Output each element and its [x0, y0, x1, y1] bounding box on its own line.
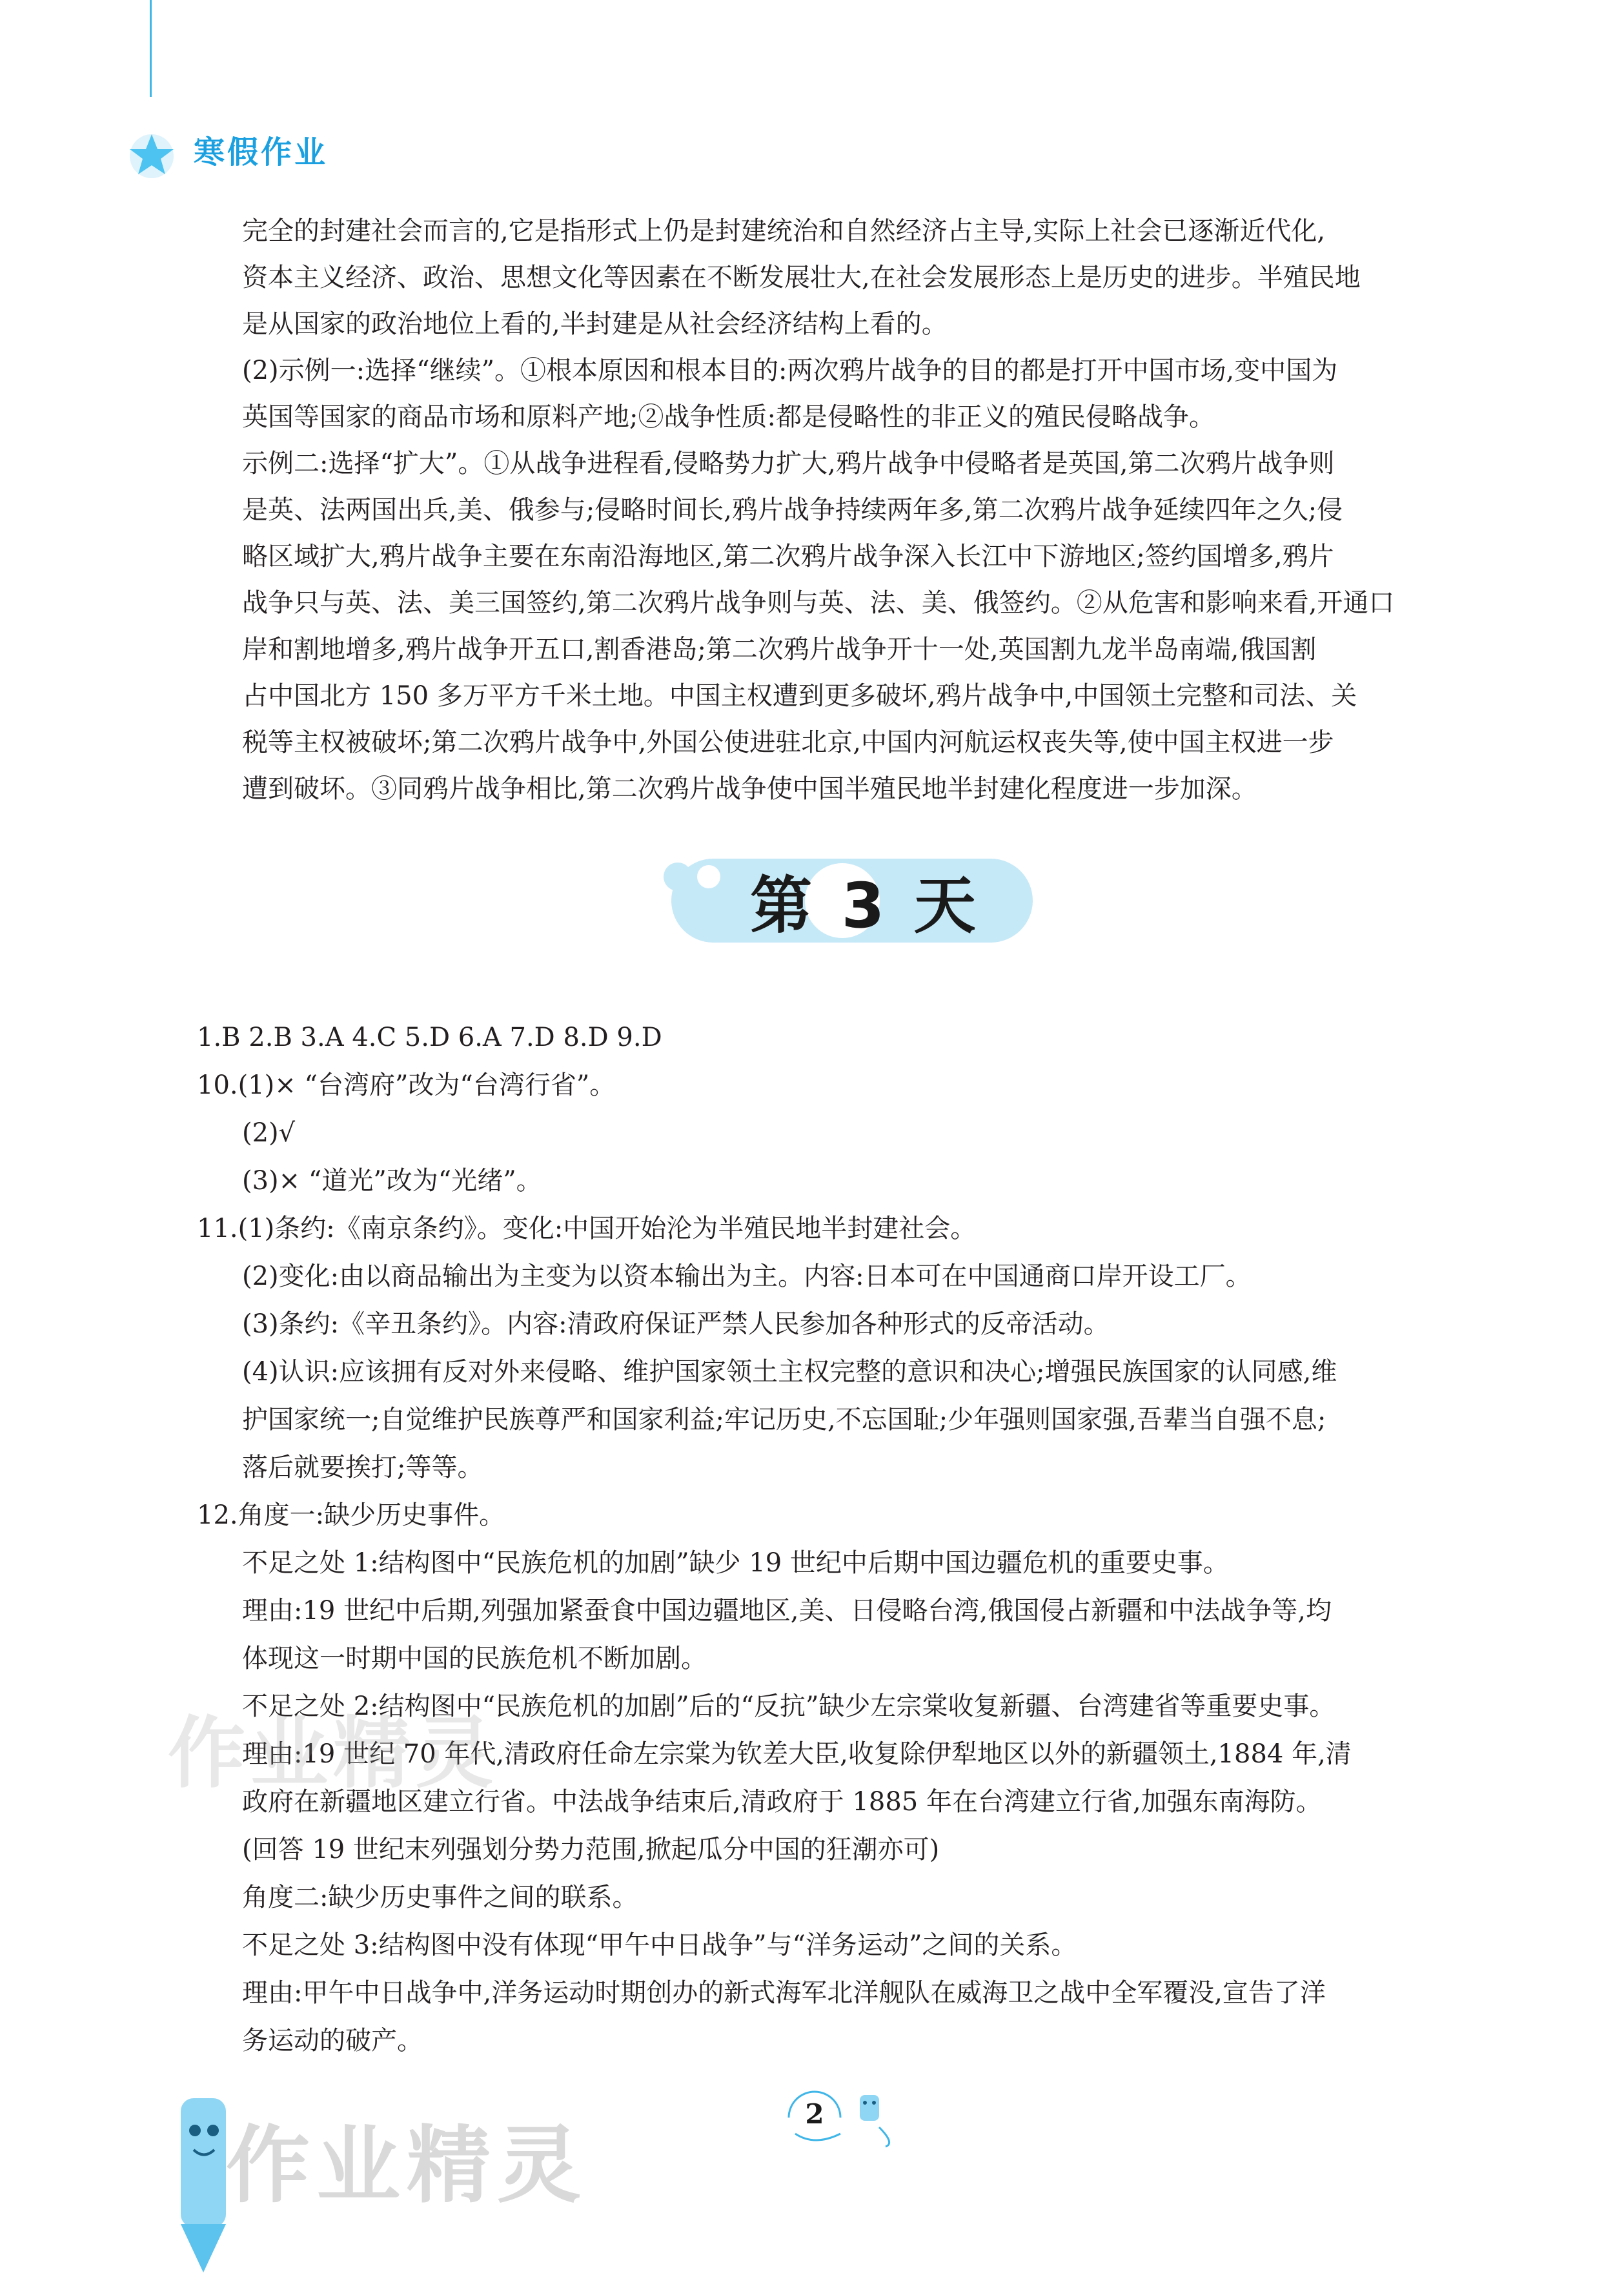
text-line: (2)示例一:选择“继续”。①根本原因和根本目的:两次鸦片战争的目的都是打开中国市场,变中国为 — [242, 356, 1338, 385]
text-line: 税等主权被破坏;第二次鸦片战争中,外国公使进驻北京,中国内河航运权丧失等,使中国主权进一步 — [242, 728, 1334, 757]
answer-line: 12.角度一:缺少历史事件。 — [197, 1500, 505, 1530]
watermark-middle: 作业精灵 — [168, 1709, 498, 1799]
answer-line: 不足之处 1:结构图中“民族危机的加剧”缺少 19 世纪中后期中国边疆危机的重要史事。 — [242, 1548, 1229, 1578]
answer-line: (2)√ — [242, 1118, 296, 1148]
text-line: 战争只与英、法、美三国签约,第二次鸦片战争则与英、法、美、俄签约。②从危害和影响来看,开通口 — [242, 588, 1395, 618]
answer-line: 理由:甲午中日战争中,洋务运动时期创办的新式海军北洋舰队在威海卫之战中全军覆没,宣告了洋 — [242, 1978, 1326, 2008]
answer-line: 不足之处 2:结构图中“民族危机的加剧”后的“反抗”缺少左宗棠收复新疆、台湾建省等重要史事。 — [242, 1691, 1335, 1721]
answer-line: (回答 19 世纪末列强划分势力范围,掀起瓜分中国的狂潮亦可) — [242, 1835, 940, 1864]
answer-line: (3)× “道光”改为“光绪”。 — [242, 1166, 542, 1196]
answer-line: (3)条约:《辛丑条约》。内容:清政府保证严禁人民参加各种形式的反帝活动。 — [242, 1309, 1110, 1339]
text-line: 是从国家的政治地位上看的,半封建是从社会经济结构上看的。 — [242, 309, 948, 339]
answer-line: 角度二:缺少历史事件之间的联系。 — [242, 1883, 638, 1912]
answer-line: 11.(1)条约:《南京条约》。变化:中国开始沦为半殖民地半封建社会。 — [197, 1214, 977, 1243]
answer-line: 落后就要挨打;等等。 — [242, 1453, 483, 1482]
answer-line: 10.(1)× “台湾府”改为“台湾行省”。 — [197, 1070, 616, 1100]
page-number: 2 — [805, 2098, 824, 2130]
header-decor-line — [150, 0, 152, 97]
answer-line: 政府在新疆地区建立行省。中法战争结束后,清政府于 1885 年在台湾建立行省,加强东南海防。 — [242, 1787, 1322, 1817]
intro-paragraph — [242, 208, 1468, 812]
answer-line: 理由:19 世纪 70 年代,清政府任命左宗棠为钦差大臣,收复除伊犁地区以外的新疆领土,1884 年,清 — [242, 1739, 1352, 1769]
text-line: 英国等国家的商品市场和原料产地;②战争性质:都是侵略性的非正义的殖民侵略战争。 — [242, 402, 1215, 432]
text-line: 略区域扩大,鸦片战争主要在东南沿海地区,第二次鸦片战争深入长江中下游地区;签约国增多,鸦片 — [242, 542, 1334, 571]
text-line: 是英、法两国出兵,美、俄参与;侵略时间长,鸦片战争持续两年多,第二次鸦片战争延续四年之久;侵 — [242, 495, 1343, 525]
text-line: 完全的封建社会而言的,它是指形式上仍是封建统治和自然经济占主导,实际上社会已逐渐近代化, — [242, 216, 1326, 246]
answer-line: 1.B 2.B 3.A 4.C 5.D 6.A 7.D 8.D 9.D — [197, 1023, 662, 1052]
header-title: 寒假作业 — [194, 134, 329, 170]
day-badge: 第 3 天 — [750, 869, 980, 942]
answer-line: 务运动的破产。 — [242, 2026, 423, 2056]
answers — [197, 1014, 1488, 2065]
text-line: 占中国北方 150 多万平方千米土地。中国主权遭到更多破坏,鸦片战争中,中国领土完整和司法、关 — [242, 681, 1357, 711]
text-line: 示例二:选择“扩大”。①从战争进程看,侵略势力扩大,鸦片战争中侵略者是英国,第二次鸦片战争则 — [242, 449, 1335, 478]
answer-line: 体现这一时期中国的民族危机不断加剧。 — [242, 1644, 707, 1673]
text-line: 岸和割地增多,鸦片战争开五口,割香港岛;第二次鸦片战争开十一处,英国割九龙半岛南端,俄国割 — [242, 635, 1317, 664]
answer-line: 理由:19 世纪中后期,列强加紧蚕食中国边疆地区,美、日侵略台湾,俄国侵占新疆和中法战争等,均 — [242, 1596, 1332, 1626]
star-icon — [126, 129, 178, 181]
answer-line: (4)认识:应该拥有反对外来侵略、维护国家领土主权完整的意识和决心;增强民族国家的认同感,维 — [242, 1357, 1337, 1387]
answer-line: 护国家统一;自觉维护民族尊严和国家利益;牢记历史,不忘国耻;少年强则国家强,吾辈当自强不息; — [242, 1405, 1326, 1435]
text-line: 遭到破坏。③同鸦片战争相比,第二次鸦片战争使中国半殖民地半封建化程度进一步加深。 — [242, 774, 1257, 804]
answer-line: (2)变化:由以商品输出为主变为以资本输出为主。内容:日本可在中国通商口岸开设工厂。 — [242, 1261, 1252, 1291]
answer-line: 不足之处 3:结构图中没有体现“甲午中日战争”与“洋务运动”之间的关系。 — [242, 1930, 1077, 1960]
text-line: 资本主义经济、政治、思想文化等因素在不断发展壮大,在社会发展形态上是历史的进步。半殖民地 — [242, 263, 1361, 292]
watermark-bottom: 作业精灵 — [226, 2116, 588, 2214]
